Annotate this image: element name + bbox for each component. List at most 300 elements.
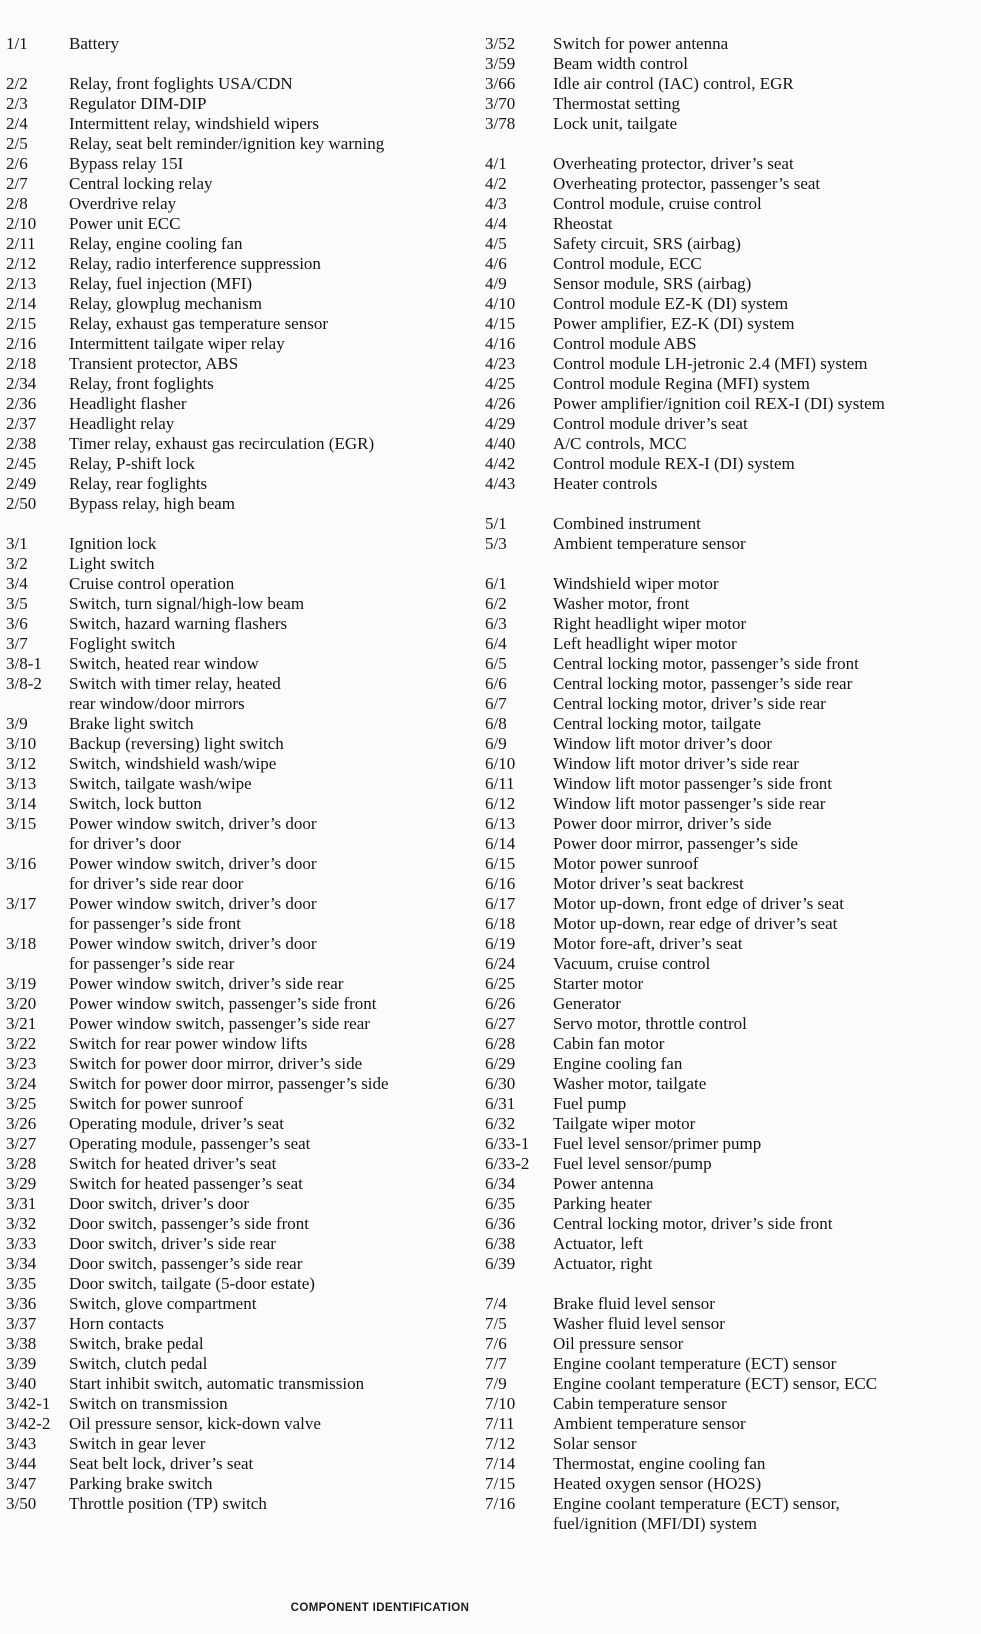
- description-line: Switch in gear lever: [69, 1434, 206, 1453]
- component-description: [69, 1294, 485, 1314]
- component-code: 6/2: [485, 594, 507, 613]
- component-description: [69, 1274, 485, 1294]
- component-code: 6/19: [485, 934, 516, 953]
- component-row: [6, 194, 485, 214]
- component-row: [485, 194, 975, 214]
- component-row: [6, 654, 485, 674]
- description-line: Solar sensor: [553, 1434, 637, 1453]
- description-line: Parking heater: [553, 1194, 652, 1213]
- description-line: Door switch, driver’s door: [69, 1194, 250, 1213]
- component-row: [6, 1234, 485, 1254]
- component-row: [6, 1094, 485, 1114]
- description-line: Washer motor, tailgate: [553, 1074, 707, 1093]
- description-line: Battery: [69, 34, 120, 53]
- page-footer-title: COMPONENT IDENTIFICATION: [290, 1602, 470, 1614]
- component-row: [485, 354, 975, 374]
- component-description: [69, 594, 485, 614]
- component-row: [6, 1194, 485, 1214]
- component-description: [69, 994, 485, 1014]
- description-line: Lock unit, tailgate: [553, 114, 678, 133]
- component-description: [553, 714, 975, 734]
- component-row: [6, 74, 485, 94]
- description-line: Switch, turn signal/high-low beam: [69, 594, 305, 613]
- component-code: 6/9: [485, 734, 507, 753]
- component-description: [69, 814, 485, 854]
- component-row: [485, 74, 975, 94]
- component-row: [485, 154, 975, 174]
- component-group: [485, 34, 975, 134]
- component-description: [553, 794, 975, 814]
- component-row: [6, 854, 485, 894]
- component-code: 4/10: [485, 294, 516, 313]
- component-code: 3/7: [6, 634, 28, 653]
- component-row: [485, 54, 975, 74]
- component-description: [69, 1254, 485, 1274]
- description-line: Motor up-down, front edge of driver’s seat: [553, 894, 844, 913]
- component-code: 3/14: [6, 794, 37, 813]
- component-row: [6, 414, 485, 434]
- component-row: [6, 1174, 485, 1194]
- component-code: 2/13: [6, 274, 37, 293]
- component-description: [69, 154, 485, 174]
- component-code: 3/22: [6, 1034, 37, 1053]
- component-description: [69, 714, 485, 734]
- component-row: [485, 1074, 975, 1094]
- component-code: 2/12: [6, 254, 37, 273]
- component-description: [553, 674, 975, 694]
- component-description: [69, 314, 485, 334]
- description-line: Motor fore-aft, driver’s seat: [553, 934, 743, 953]
- component-row: [6, 594, 485, 614]
- description-line: Transient protector, ABS: [69, 354, 239, 373]
- component-description: [69, 654, 485, 674]
- component-row: [485, 854, 975, 874]
- component-code: 6/31: [485, 1094, 516, 1113]
- component-row: [6, 1014, 485, 1034]
- component-description: [69, 474, 485, 494]
- description-line: Engine coolant temperature (ECT) sensor, ECC: [553, 1374, 878, 1393]
- component-code: 3/2: [6, 554, 28, 573]
- description-line: Control module, cruise control: [553, 194, 762, 213]
- component-row: [6, 174, 485, 194]
- description-line: Switch for power antenna: [553, 34, 729, 53]
- component-row: [6, 1154, 485, 1174]
- description-line: Combined instrument: [553, 514, 701, 533]
- component-row: [6, 1374, 485, 1394]
- component-description: [69, 534, 485, 554]
- component-code: 6/3: [485, 614, 507, 633]
- description-line: Headlight flasher: [69, 394, 187, 413]
- component-row: [485, 394, 975, 414]
- component-description: [69, 854, 485, 894]
- description-line: rear window/door mirrors: [69, 694, 245, 713]
- component-code: 6/6: [485, 674, 507, 693]
- component-row: [6, 994, 485, 1014]
- description-line: Ambient temperature sensor: [553, 534, 746, 553]
- component-description: [553, 1414, 975, 1434]
- description-line: Switch, brake pedal: [69, 1334, 204, 1353]
- component-description: [69, 1214, 485, 1234]
- component-description: [69, 674, 485, 714]
- description-line: Light switch: [69, 554, 155, 573]
- component-code: 4/15: [485, 314, 516, 333]
- component-row: [485, 1454, 975, 1474]
- component-description: [69, 1234, 485, 1254]
- component-code: 6/32: [485, 1114, 516, 1133]
- component-description: [69, 94, 485, 114]
- component-description: [69, 1374, 485, 1394]
- component-row: [485, 1294, 975, 1314]
- component-code: 3/10: [6, 734, 37, 753]
- description-line: Power door mirror, driver’s side: [553, 814, 772, 833]
- component-row: [6, 974, 485, 994]
- component-code: 3/32: [6, 1214, 37, 1233]
- component-row: [6, 474, 485, 494]
- component-description: [553, 1014, 975, 1034]
- description-line: Oil pressure sensor, kick-down valve: [69, 1414, 321, 1433]
- component-code: 3/42-1: [6, 1394, 51, 1413]
- component-code: 2/16: [6, 334, 37, 353]
- component-code: 7/12: [485, 1434, 516, 1453]
- component-description: [69, 1154, 485, 1174]
- description-line: Timer relay, exhaust gas recirculation (EGR): [69, 434, 375, 453]
- component-description: [69, 414, 485, 434]
- component-row: [6, 774, 485, 794]
- component-code: 3/47: [6, 1474, 37, 1493]
- component-code: 3/50: [6, 1494, 37, 1513]
- component-code: 6/12: [485, 794, 516, 813]
- component-code: 4/9: [485, 274, 507, 293]
- component-row: [485, 94, 975, 114]
- component-description: [69, 1054, 485, 1074]
- component-code: 3/12: [6, 754, 37, 773]
- component-code: 3/18: [6, 934, 37, 953]
- component-row: [485, 734, 975, 754]
- component-description: [553, 1334, 975, 1354]
- component-row: [6, 294, 485, 314]
- component-row: [6, 1114, 485, 1134]
- component-row: [485, 574, 975, 594]
- component-description: [69, 974, 485, 994]
- component-code: 3/38: [6, 1334, 37, 1353]
- component-code: 7/10: [485, 1394, 516, 1413]
- component-code: 6/24: [485, 954, 516, 973]
- description-line: Fuel level sensor/pump: [553, 1154, 712, 1173]
- description-line: Washer fluid level sensor: [553, 1314, 725, 1333]
- description-line: Backup (reversing) light switch: [69, 734, 284, 753]
- component-row: [6, 614, 485, 634]
- component-code: 6/34: [485, 1174, 516, 1193]
- component-code: 6/29: [485, 1054, 516, 1073]
- component-code: 6/33-2: [485, 1154, 530, 1173]
- component-code: 6/39: [485, 1254, 516, 1273]
- component-row: [6, 454, 485, 474]
- component-row: [6, 934, 485, 974]
- description-line: Power door mirror, passenger’s side: [553, 834, 798, 853]
- description-line: Switch for power sunroof: [69, 1094, 244, 1113]
- component-row: [6, 1074, 485, 1094]
- component-row: [485, 934, 975, 954]
- component-row: [485, 294, 975, 314]
- description-line: Engine cooling fan: [553, 1054, 683, 1073]
- component-row: [6, 634, 485, 654]
- description-line: Rheostat: [553, 214, 613, 233]
- component-code: 6/14: [485, 834, 516, 853]
- component-code: 2/3: [6, 94, 28, 113]
- description-line: Control module Regina (MFI) system: [553, 374, 810, 393]
- component-row: [485, 994, 975, 1014]
- component-description: [69, 374, 485, 394]
- component-description: [69, 1334, 485, 1354]
- component-code: 7/9: [485, 1374, 507, 1393]
- component-code: 5/3: [485, 534, 507, 553]
- component-row: [485, 1174, 975, 1194]
- component-row: [485, 514, 975, 534]
- description-line: Switch, tailgate wash/wipe: [69, 774, 252, 793]
- component-description: [69, 614, 485, 634]
- component-description: [553, 614, 975, 634]
- description-line: Overheating protector, driver’s seat: [553, 154, 794, 173]
- description-line: Bypass relay, high beam: [69, 494, 236, 513]
- component-row: [6, 814, 485, 854]
- component-code: 3/70: [485, 94, 516, 113]
- component-description: [69, 1434, 485, 1454]
- component-row: [485, 814, 975, 834]
- component-description: [553, 394, 975, 414]
- component-description: [69, 634, 485, 654]
- component-row: [485, 654, 975, 674]
- description-line: Windshield wiper motor: [553, 574, 719, 593]
- description-line: Door switch, tailgate (5-door estate): [69, 1274, 315, 1293]
- description-line: Switch, glove compartment: [69, 1294, 257, 1313]
- component-code: 4/4: [485, 214, 507, 233]
- component-code: 6/8: [485, 714, 507, 733]
- component-description: [69, 114, 485, 134]
- component-code: 6/35: [485, 1194, 516, 1213]
- description-line: Headlight relay: [69, 414, 175, 433]
- description-line: Thermostat, engine cooling fan: [553, 1454, 766, 1473]
- component-code: 3/66: [485, 74, 516, 93]
- component-code: 6/38: [485, 1234, 516, 1253]
- description-line: Intermittent relay, windshield wipers: [69, 114, 320, 133]
- component-code: 4/1: [485, 154, 507, 173]
- description-line: Switch for power door mirror, passenger’s side: [69, 1074, 389, 1093]
- description-line: Control module EZ-K (DI) system: [553, 294, 789, 313]
- component-row: [485, 674, 975, 694]
- component-row: [485, 1354, 975, 1374]
- component-description: [69, 174, 485, 194]
- component-code: 6/10: [485, 754, 516, 773]
- description-line: Central locking motor, driver’s side rear: [553, 694, 826, 713]
- component-description: [553, 54, 975, 74]
- component-description: [553, 514, 975, 534]
- component-description: [69, 74, 485, 94]
- component-description: [553, 1374, 975, 1394]
- description-line: Power window switch, driver’s door: [69, 894, 317, 913]
- component-code: 4/2: [485, 174, 507, 193]
- component-code: 3/37: [6, 1314, 37, 1333]
- description-line: Brake fluid level sensor: [553, 1294, 715, 1313]
- component-code: 4/16: [485, 334, 516, 353]
- component-row: [6, 1474, 485, 1494]
- component-row: [485, 234, 975, 254]
- component-row: [485, 1194, 975, 1214]
- component-row: [485, 914, 975, 934]
- component-code: 3/8-1: [6, 654, 42, 673]
- component-description: [553, 814, 975, 834]
- description-line: Central locking motor, tailgate: [553, 714, 761, 733]
- component-description: [553, 534, 975, 554]
- component-description: [553, 934, 975, 954]
- component-code: 3/6: [6, 614, 28, 633]
- component-row: [6, 714, 485, 734]
- description-line: Power window switch, driver’s door: [69, 854, 317, 873]
- component-row: [485, 114, 975, 134]
- component-row: [485, 1374, 975, 1394]
- component-code: 2/45: [6, 454, 37, 473]
- component-description: [553, 954, 975, 974]
- component-description: [553, 334, 975, 354]
- component-code: 4/43: [485, 474, 516, 493]
- component-row: [485, 834, 975, 854]
- component-code: 6/17: [485, 894, 516, 913]
- component-code: 6/27: [485, 1014, 516, 1033]
- component-description: [69, 1414, 485, 1434]
- component-row: [485, 1414, 975, 1434]
- component-code: 2/14: [6, 294, 37, 313]
- component-code: 3/13: [6, 774, 37, 793]
- description-line: Relay, front foglights: [69, 374, 214, 393]
- component-row: [485, 714, 975, 734]
- component-description: [553, 874, 975, 894]
- description-line: Central locking motor, passenger’s side rear: [553, 674, 853, 693]
- component-row: [6, 1274, 485, 1294]
- component-code: 6/25: [485, 974, 516, 993]
- component-row: [485, 1494, 975, 1534]
- component-code: 6/1: [485, 574, 507, 593]
- component-description: [69, 334, 485, 354]
- component-row: [485, 254, 975, 274]
- component-row: [485, 454, 975, 474]
- component-row: [6, 1494, 485, 1514]
- component-description: [553, 1254, 975, 1274]
- component-description: [553, 854, 975, 874]
- component-group: [6, 34, 485, 54]
- component-code: 3/24: [6, 1074, 37, 1093]
- component-row: [6, 894, 485, 934]
- component-description: [69, 1074, 485, 1094]
- description-line: Motor driver’s seat backrest: [553, 874, 744, 893]
- description-line: Relay, rear foglights: [69, 474, 208, 493]
- component-description: [69, 494, 485, 514]
- component-code: 3/4: [6, 574, 28, 593]
- component-code: 4/6: [485, 254, 507, 273]
- component-row: [6, 1354, 485, 1374]
- description-line: A/C controls, MCC: [553, 434, 687, 453]
- description-line: Control module driver’s seat: [553, 414, 748, 433]
- component-description: [69, 1174, 485, 1194]
- description-line: Fuel pump: [553, 1094, 627, 1113]
- description-line: Power antenna: [553, 1174, 654, 1193]
- description-line: Generator: [553, 994, 621, 1013]
- component-code: 4/29: [485, 414, 516, 433]
- component-group: [485, 574, 975, 1274]
- description-line: Relay, seat belt reminder/ignition key warning: [69, 134, 385, 153]
- component-description: [553, 414, 975, 434]
- description-line: Switch, hazard warning flashers: [69, 614, 288, 633]
- component-description: [69, 294, 485, 314]
- component-code: 6/11: [485, 774, 515, 793]
- component-code: 7/11: [485, 1414, 515, 1433]
- component-description: [553, 434, 975, 454]
- description-line: Intermittent tailgate wiper relay: [69, 334, 285, 353]
- component-row: [6, 114, 485, 134]
- component-code: 3/35: [6, 1274, 37, 1293]
- description-line: Switch, lock button: [69, 794, 202, 813]
- description-line: Seat belt lock, driver’s seat: [69, 1454, 254, 1473]
- component-description: [69, 454, 485, 474]
- component-code: 6/13: [485, 814, 516, 833]
- component-row: [485, 174, 975, 194]
- component-row: [6, 434, 485, 454]
- component-description: [553, 34, 975, 54]
- component-code: 4/40: [485, 434, 516, 453]
- description-line: Cabin fan motor: [553, 1034, 665, 1053]
- component-description: [69, 1494, 485, 1514]
- component-code: 3/44: [6, 1454, 37, 1473]
- component-code: 2/34: [6, 374, 37, 393]
- component-description: [553, 654, 975, 674]
- description-line: Power window switch, passenger’s side rear: [69, 1014, 370, 1033]
- component-row: [6, 374, 485, 394]
- component-code: 3/19: [6, 974, 37, 993]
- component-description: [69, 434, 485, 454]
- component-code: 3/39: [6, 1354, 37, 1373]
- description-line: Relay, fuel injection (MFI): [69, 274, 253, 293]
- component-description: [553, 254, 975, 274]
- component-row: [485, 774, 975, 794]
- component-row: [6, 394, 485, 414]
- description-line: Door switch, driver’s side rear: [69, 1234, 276, 1253]
- description-line: Switch, clutch pedal: [69, 1354, 208, 1373]
- description-line: Engine coolant temperature (ECT) sensor: [553, 1354, 837, 1373]
- description-line: Overheating protector, passenger’s seat: [553, 174, 821, 193]
- component-row: [6, 1214, 485, 1234]
- component-row: [6, 1434, 485, 1454]
- component-description: [553, 374, 975, 394]
- component-row: [6, 1034, 485, 1054]
- component-row: [485, 34, 975, 54]
- component-row: [485, 274, 975, 294]
- description-line: Heater controls: [553, 474, 658, 493]
- component-code: 3/28: [6, 1154, 37, 1173]
- component-description: [553, 834, 975, 854]
- component-description: [69, 254, 485, 274]
- component-row: [6, 354, 485, 374]
- component-row: [6, 1294, 485, 1314]
- description-line: Switch for power door mirror, driver’s side: [69, 1054, 363, 1073]
- description-line: Relay, P-shift lock: [69, 454, 195, 473]
- component-row: [485, 894, 975, 914]
- component-description: [553, 214, 975, 234]
- component-row: [485, 334, 975, 354]
- description-line: Central locking relay: [69, 174, 213, 193]
- component-code: 3/21: [6, 1014, 37, 1033]
- component-description: [553, 754, 975, 774]
- component-group: [485, 154, 975, 494]
- description-line: Control module, ECC: [553, 254, 702, 273]
- component-description: [69, 734, 485, 754]
